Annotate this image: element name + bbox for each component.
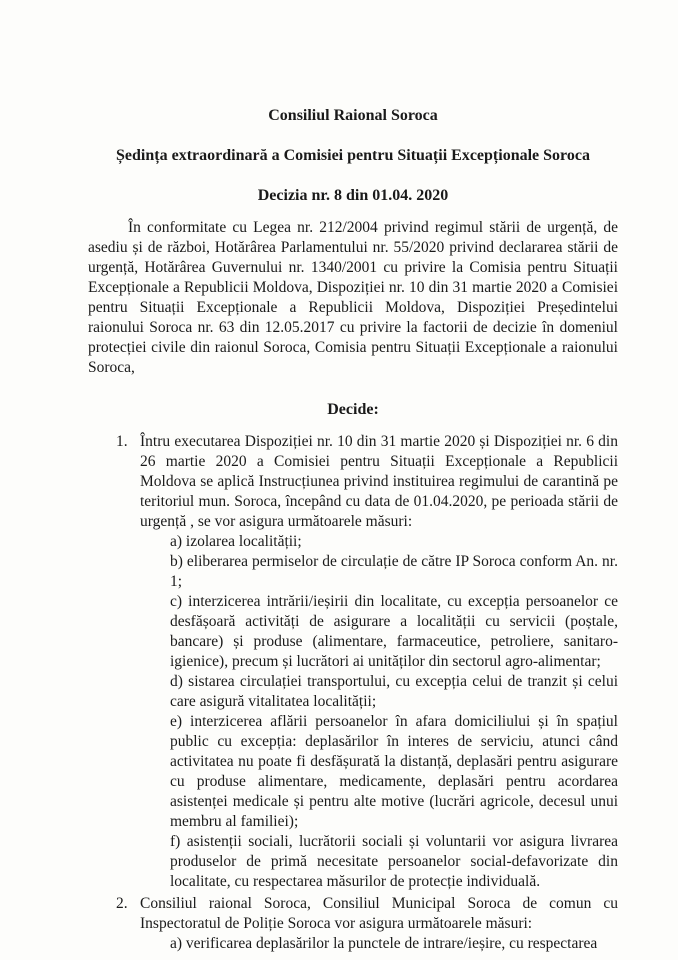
document-subtitle: Ședința extraordinară a Comisiei pentru Situații Excepționale Soroca [116, 147, 590, 164]
item-text: Întru executarea Dispoziției nr. 10 din 31 martie 2020 și Dispoziției nr. 6 din 26 martie 2020 a Comisiei pentru Situații Excepționale a Republicii Moldova se aplică Instrucțiunea privind instituirea regimului de carantină pe teritoriul mun. Soroca, începând cu data de 01.04.2020, pe perioada stării de urgență , se vor asigura următoarele măsuri: [140, 433, 618, 530]
item-number: 2. [116, 895, 128, 912]
item-text: Consiliul raional Soroca, Consiliul Municipal Soroca de comun cu Inspectoratul de Poliție Soroca vor asigura următoarele măsuri: [140, 895, 618, 932]
sub-item: e) interzicerea aflării persoanelor în afara domiciliului și în spațiul public cu excepția: deplasărilor în interes de serviciu, atunci când activitatea nu poate fi desfășurată la distanță, deplasări pentru asigurare cu produse alimentare, medicamente, deplasări pentru acordarea asistenței medicale și pentru alte motive (lucrări agricole, decesul unui membru al familiei); [170, 713, 618, 830]
list-item [88, 894, 618, 954]
sub-item: a) verificarea deplasărilor la punctele de intrare/ieșire, cu respectarea [170, 935, 598, 952]
decide-heading: Decide: [327, 401, 379, 418]
decision-number: Decizia nr. 8 din 01.04. 2020 [257, 187, 449, 204]
sub-item: a) izolarea localității; [170, 533, 302, 550]
preamble-text: În conformitate cu Legea nr. 212/2004 privind regimul stării de urgență, de asediu și de război, Hotărârea Parlamentului nr. 55/2020 privind declararea stării de urgență, Hotărârea Guvernului nr. 1340/2001 cu privire la Comisia pentru Situații Excepționale a Republicii Moldova, Dispoziției nr. 10 din 31 martie 2020 a Comisiei pentru Situații Excepționale a Republicii Moldova, Dispoziției Președintelui raionului Soroca nr. 63 din 12.05.2017 cu privire la factorii de decizie în domeniul protecției civile din raionul Soroca, Comisia pentru Situații Excepționale a raionului Soroca, [88, 219, 618, 376]
item-number: 1. [116, 433, 128, 450]
sub-item: c) interzicerea intrării/ieșirii din localitate, cu excepția persoanelor ce desfășoară activități de asigurare a localității cu servicii (poștale, bancare) și produse (alimentare, farmaceutice, petroliere, sanitaro-igienice), precum și lucrători ai unităților din sectorul agro-alimentar; [170, 593, 618, 670]
document-title: Consiliul Raional Soroca [268, 107, 438, 124]
sub-item: d) sistarea circulației transportului, cu excepția celui de tranzit și celui care asigură vitalitatea localității; [170, 673, 618, 710]
sub-item: b) eliberarea permiselor de circulație de către IP Soroca conform An. nr. 1; [170, 553, 618, 590]
sub-item: f) asistenții sociali, lucrătorii sociali și voluntarii vor asigura livrarea produselor de primă necesitate persoanelor social-defavorizate din localitate, cu respectarea măsurilor de protecție individuală. [170, 833, 618, 890]
list-item [88, 432, 618, 892]
preamble [88, 218, 618, 378]
